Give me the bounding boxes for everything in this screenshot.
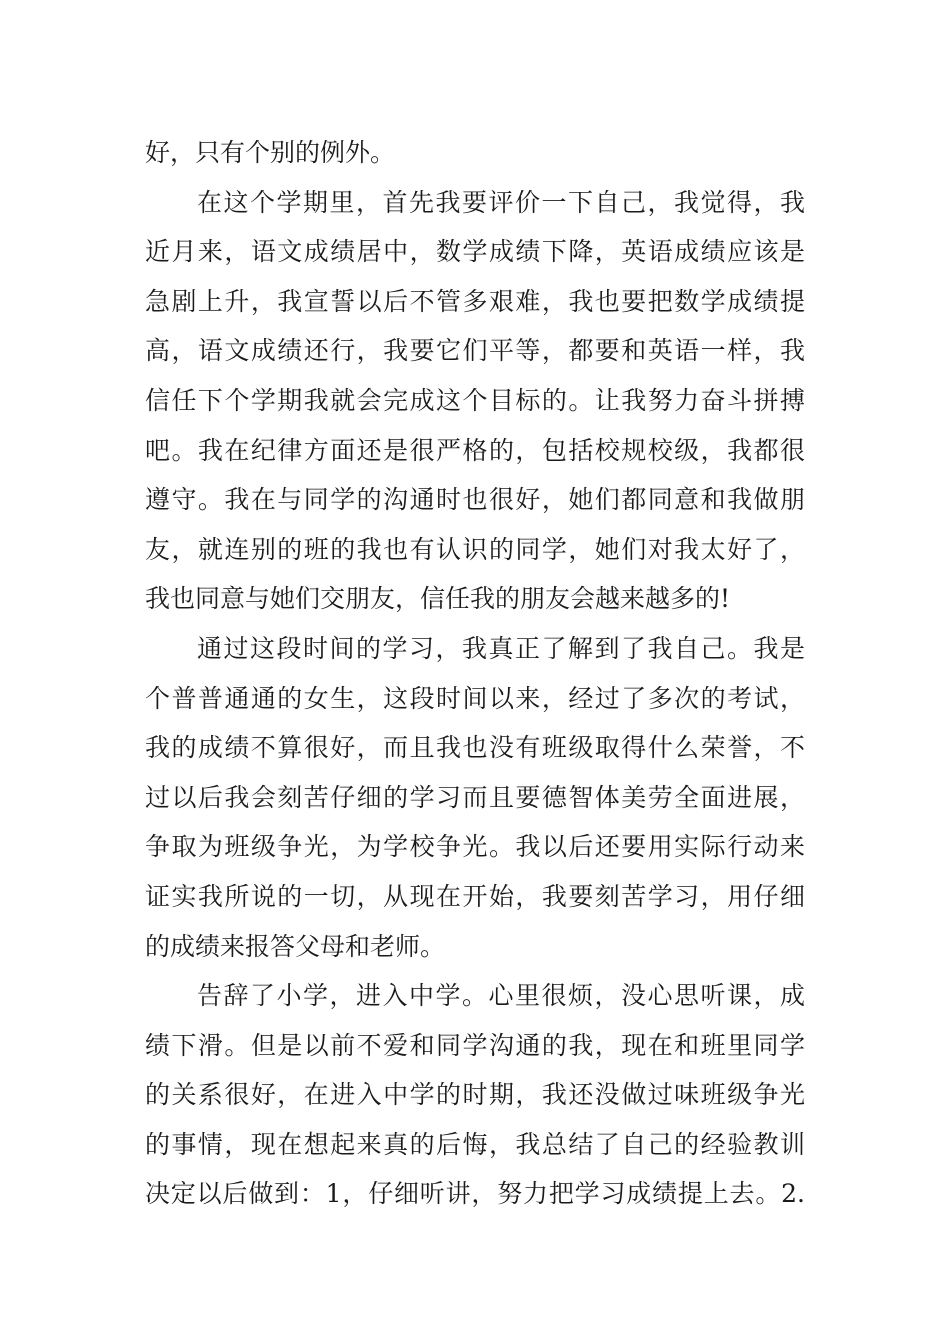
text-line: 吧。我在纪律方面还是很严格的，包括校规校级，我都很 [145, 435, 805, 465]
paragraph-start-line: 通过这段时间的学习，我真正了解到了我自己。我是 [197, 633, 805, 663]
text-line: 好，只有个别的例外。 [145, 138, 396, 167]
text-line: 高，语文成绩还行，我要它们平等，都要和英语一样，我 [145, 336, 805, 366]
text-line: 的成绩来报答父母和老师。 [145, 931, 446, 961]
text-line: 的关系很好，在进入中学的时期，我还没做过味班级争光 [145, 1080, 805, 1110]
document-body [145, 128, 805, 1219]
text-line: 友，就连别的班的我也有认识的同学，她们对我太好了， [145, 534, 805, 564]
paragraph-start-line: 在这个学期里，首先我要评价一下自己，我觉得，我 [197, 187, 805, 217]
text-line: 近月来，语文成绩居中，数学成绩下降，英语成绩应该是 [145, 237, 805, 267]
text-line: 的事情，现在想起来真的后悔，我总结了自己的经验教训 [145, 1129, 805, 1159]
text-line: 绩下滑。但是以前不爱和同学沟通的我，现在和班里同学 [145, 1030, 805, 1060]
text-line: 过以后我会刻苦仔细的学习而且要德智体美劳全面进展， [145, 782, 805, 812]
text-line: 急剧上升，我宣誓以后不管多艰难，我也要把数学成绩提 [145, 286, 805, 316]
text-line: 争取为班级争光，为学校争光。我以后还要用实际行动来 [145, 832, 805, 862]
text-line: 遵守。我在与同学的沟通时也很好，她们都同意和我做朋 [145, 485, 805, 515]
text-line: 我也同意与她们交朋友，信任我的朋友会越来越多的! [145, 584, 731, 614]
text-line: 决定以后做到：1，仔细听讲，努力把学习成绩提上去。2. [145, 1179, 805, 1209]
text-line: 证实我所说的一切，从现在开始，我要刻苦学习，用仔细 [145, 881, 805, 911]
text-line: 我的成绩不算很好，而且我也没有班级取得什么荣誉，不 [145, 733, 805, 763]
paragraph-start-line: 告辞了小学，进入中学。心里很烦，没心思听课，成 [197, 981, 805, 1011]
text-line: 信任下个学期我就会完成这个目标的。让我努力奋斗拼搏 [145, 385, 805, 415]
text-line: 个普普通通的女生，这段时间以来，经过了多次的考试， [145, 683, 805, 713]
